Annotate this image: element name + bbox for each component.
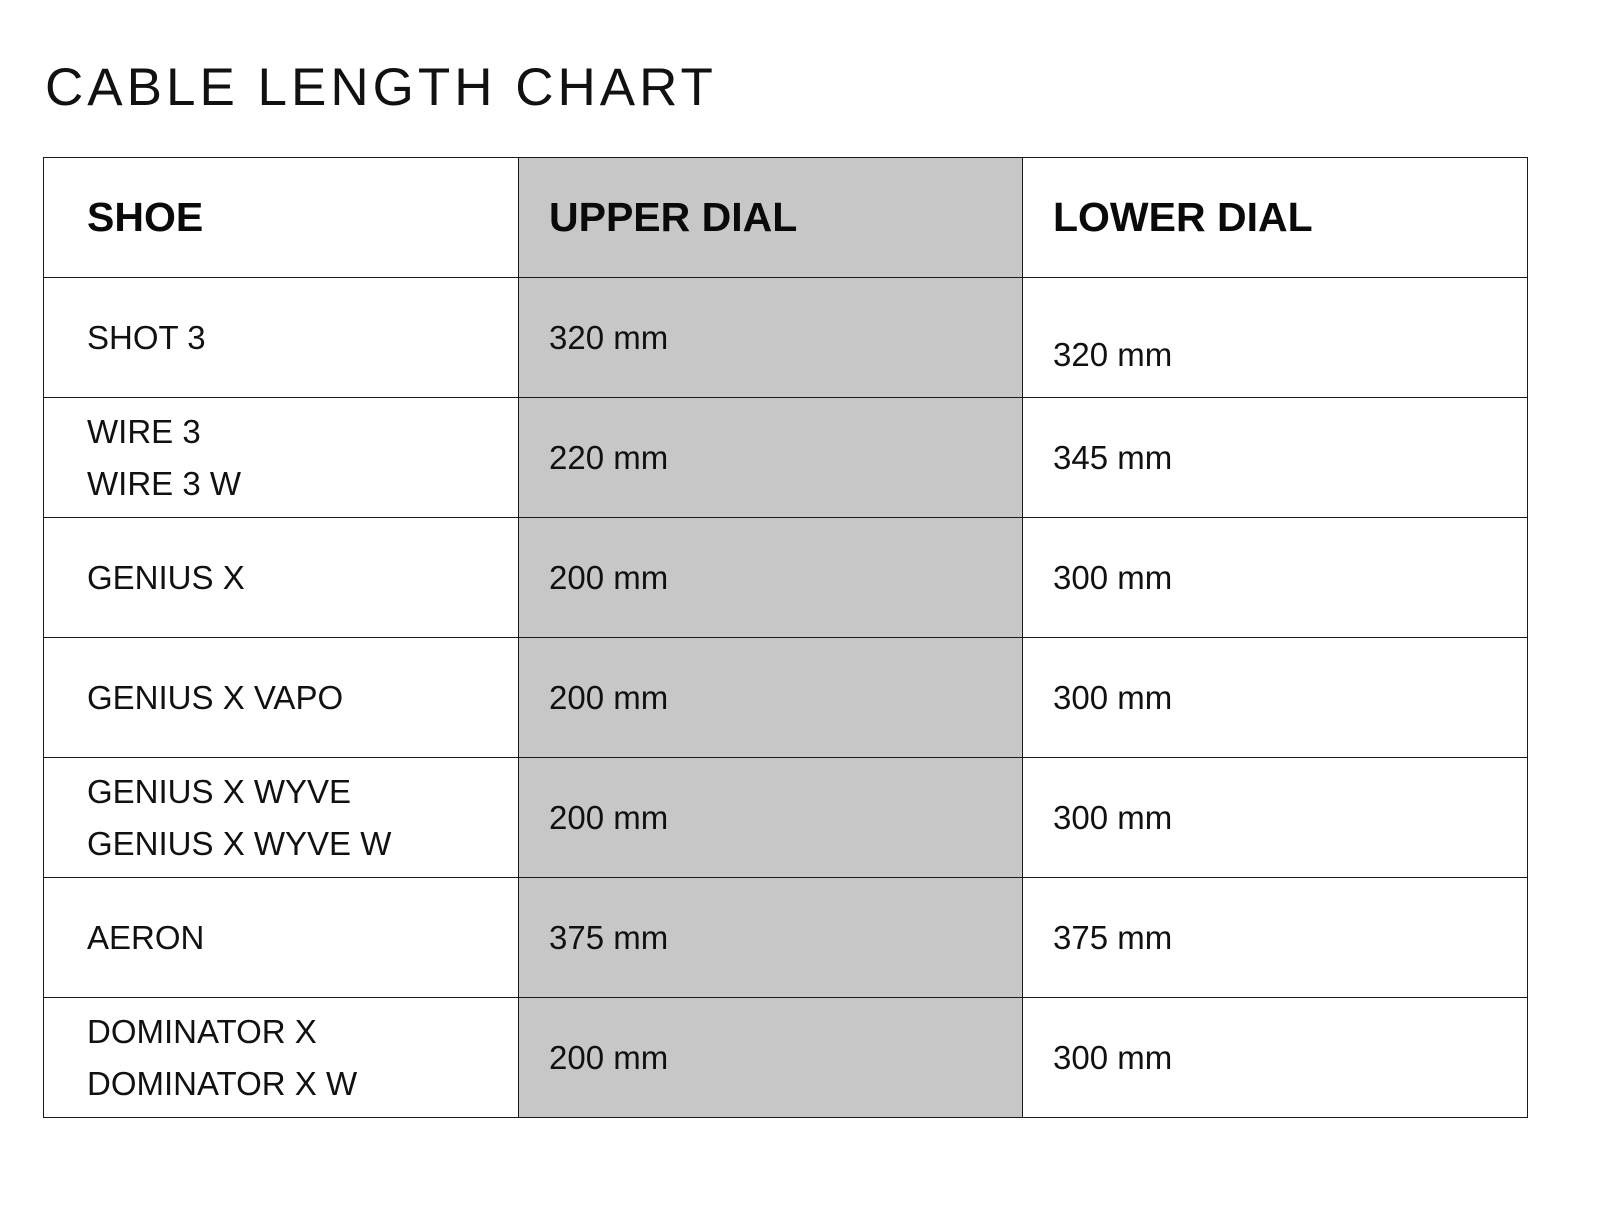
table-row [44,278,1528,398]
table-row [44,398,1528,518]
lower-dial-value: 300 mm [1053,678,1173,716]
shoe-cell [44,998,519,1118]
header-upper-dial [519,158,1023,278]
cable-length-table [43,157,1528,1118]
table-row [44,878,1528,998]
lower-dial-cell [1023,758,1528,878]
table-row [44,758,1528,878]
lower-dial-cell [1023,998,1528,1118]
upper-dial-value: 220 mm [549,438,669,476]
lower-dial-cell [1023,398,1528,518]
upper-dial-cell [519,878,1023,998]
lower-dial-cell [1023,278,1528,398]
shoe-name: DOMINATOR X [87,1012,317,1050]
lower-dial-value: 320 mm [1053,335,1173,373]
upper-dial-cell [519,518,1023,638]
shoe-name: WIRE 3 [87,412,201,450]
table-row [44,518,1528,638]
shoe-name: SHOT 3 [87,318,206,356]
table-header-row [44,158,1528,278]
upper-dial-value: 200 mm [549,798,669,836]
shoe-cell [44,398,519,518]
shoe-name: AERON [87,918,205,956]
header-shoe [44,158,519,278]
lower-dial-value: 375 mm [1053,918,1173,956]
lower-dial-cell [1023,638,1528,758]
header-shoe-label: SHOE [87,194,204,240]
header-lower-dial [1023,158,1528,278]
upper-dial-cell [519,638,1023,758]
upper-dial-cell [519,758,1023,878]
shoe-cell [44,278,519,398]
lower-dial-cell [1023,518,1528,638]
shoe-name: GENIUS X VAPO [87,678,344,716]
shoe-name-variant: GENIUS X WYVE W [87,824,392,862]
shoe-name: GENIUS X WYVE [87,772,352,810]
upper-dial-value: 200 mm [549,678,669,716]
shoe-name-variant: DOMINATOR X W [87,1064,358,1102]
shoe-name-variant: WIRE 3 W [87,464,241,502]
upper-dial-value: 200 mm [549,1038,669,1076]
page-title: CABLE LENGTH CHART [45,58,717,117]
shoe-cell [44,878,519,998]
upper-dial-cell [519,398,1023,518]
shoe-name: GENIUS X [87,558,245,596]
shoe-cell [44,638,519,758]
header-lower-dial-label: LOWER DIAL [1053,194,1313,240]
lower-dial-value: 300 mm [1053,798,1173,836]
lower-dial-cell [1023,878,1528,998]
lower-dial-value: 300 mm [1053,558,1173,596]
upper-dial-value: 200 mm [549,558,669,596]
shoe-cell [44,518,519,638]
lower-dial-value: 345 mm [1053,438,1173,476]
header-upper-dial-label: UPPER DIAL [549,194,798,240]
upper-dial-cell [519,278,1023,398]
table-row [44,638,1528,758]
upper-dial-value: 375 mm [549,918,669,956]
upper-dial-cell [519,998,1023,1118]
table-row [44,998,1528,1118]
lower-dial-value: 300 mm [1053,1038,1173,1076]
shoe-cell [44,758,519,878]
upper-dial-value: 320 mm [549,318,669,356]
